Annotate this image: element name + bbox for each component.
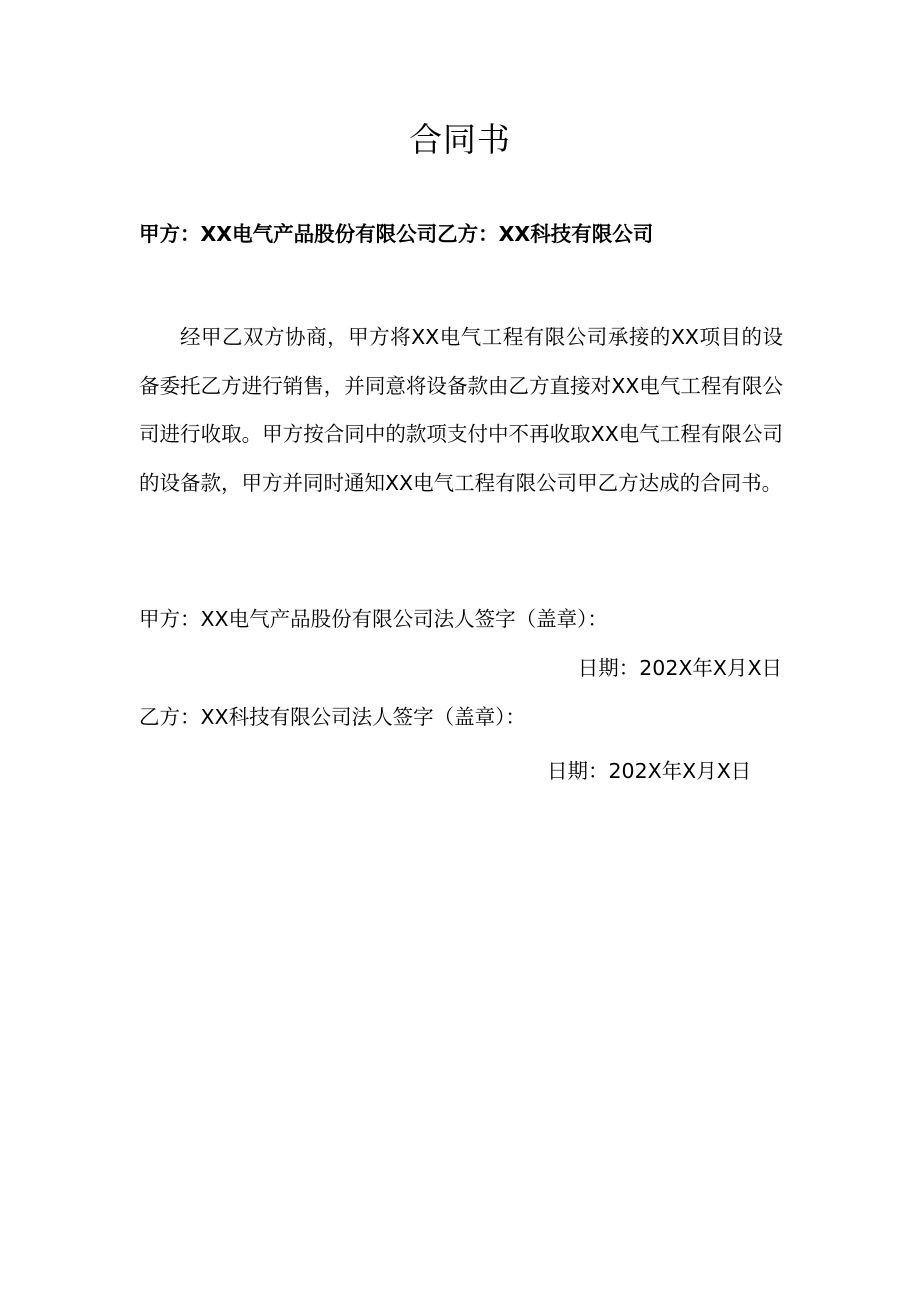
parties-line: 甲方：XX电气产品股份有限公司乙方：XX科技有限公司 xyxy=(139,222,654,246)
party-b-signature-line: 乙方：XX科技有限公司法人签字（盖章）： xyxy=(139,705,526,729)
party-a-date-line: 日期：202X年X月X日 xyxy=(577,656,782,680)
party-a-signature-line: 甲方：XX电气产品股份有限公司法人签字（盖章）： xyxy=(139,607,608,631)
document-title: 合同书 xyxy=(409,120,511,159)
contract-body-paragraph: 经甲乙双方协商，甲方将XX电气工程有限公司承接的XX项目的设备委托乙方进行销售，并同意将设备款由乙方直接对XX电气工程有限公司进行收取。甲方按合同中的款项支付中不再收取XX电气工程有限公司的设备款，甲方并同时通知XX电气工程有限公司甲乙方达成的合同书。 xyxy=(139,325,783,495)
party-b-date-line: 日期：202X年X月X日 xyxy=(547,759,752,783)
